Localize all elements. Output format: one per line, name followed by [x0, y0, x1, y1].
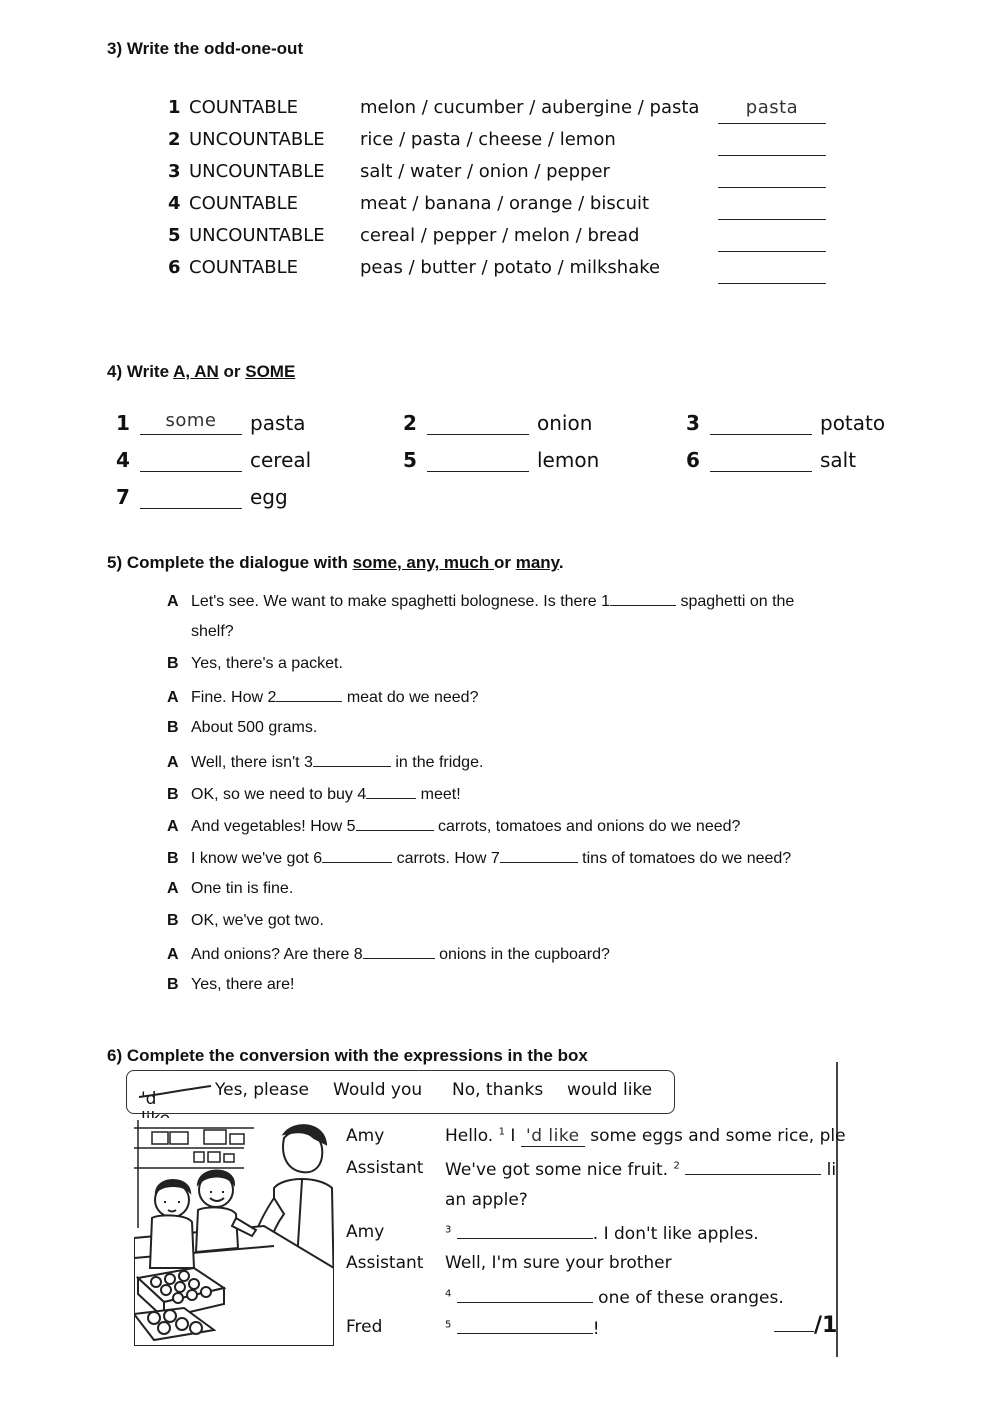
- dialogue-line: [167, 784, 461, 804]
- item-number: 7: [116, 485, 130, 509]
- item-word: cereal: [250, 448, 312, 472]
- article-answer[interactable]: [710, 410, 812, 435]
- answer-2[interactable]: [685, 1158, 821, 1175]
- line-text-end: tins of tomatoes do we need?: [577, 850, 792, 867]
- article-answer[interactable]: [427, 410, 529, 435]
- line-text: One tin is fine.: [191, 880, 294, 897]
- box-expression-4: No, thanks: [452, 1080, 544, 1100]
- line-text: Well, there isn't 3: [191, 754, 313, 771]
- score-box: [774, 1313, 837, 1338]
- box-expression-1-text: 'd: [141, 1089, 157, 1109]
- score-blank[interactable]: [774, 1315, 814, 1332]
- line1-i: I: [504, 1126, 521, 1146]
- item-number: 3: [686, 411, 700, 435]
- article-item: [686, 447, 856, 472]
- row-number: 3: [168, 161, 181, 182]
- section5-title-end: .: [558, 553, 564, 572]
- odd-one-out-answer[interactable]: [718, 193, 826, 220]
- expression-box: [126, 1070, 675, 1114]
- answer-blank[interactable]: [366, 784, 416, 799]
- article-answer[interactable]: [140, 484, 242, 509]
- line-text-end: in the fridge.: [390, 754, 484, 771]
- section3-title: 3) Write the odd-one-out: [107, 39, 304, 58]
- speaker-amy-2: Amy: [346, 1222, 385, 1242]
- dialogue-line: [167, 687, 478, 707]
- dialogue-line: [167, 976, 294, 994]
- speaker-assistant-2: Assistant: [346, 1253, 424, 1273]
- odd-one-out-answer[interactable]: [718, 225, 826, 252]
- dialogue-line: [167, 752, 483, 772]
- item-number: 5: [403, 448, 417, 472]
- section4-title-some: SOME: [245, 362, 296, 381]
- article-answer[interactable]: some: [140, 410, 242, 435]
- dialogue-line: [167, 912, 324, 930]
- strike-through-mark: [137, 1084, 213, 1100]
- odd-one-out-answer[interactable]: pasta: [718, 97, 826, 124]
- blank-1-number: 1: [498, 1126, 505, 1138]
- speaker-assistant-1: Assistant: [346, 1158, 424, 1178]
- conversation-line-1: [445, 1126, 846, 1147]
- blank-5-number: 5: [445, 1319, 452, 1331]
- score-total: /1: [814, 1313, 838, 1338]
- dialogue-line: [167, 816, 740, 836]
- line-text-end: spaghetti on the: [676, 593, 795, 610]
- conversation-line-2: [445, 1158, 836, 1180]
- answer-1[interactable]: 'd like: [521, 1126, 585, 1147]
- row-number: 5: [168, 225, 181, 246]
- box-expression-2: Yes, please: [215, 1080, 309, 1100]
- blank-3-number: 3: [445, 1224, 452, 1236]
- article-item: [686, 410, 885, 435]
- speaker-label: B: [167, 655, 179, 672]
- row-word-options: salt / water / onion / pepper: [360, 161, 610, 182]
- conversation-line-7: [445, 1317, 600, 1339]
- item-number: 4: [116, 448, 130, 472]
- speaker-label: A: [167, 593, 179, 610]
- answer-5[interactable]: [457, 1317, 593, 1334]
- item-number: 1: [116, 411, 130, 435]
- row-number: 2: [168, 129, 181, 150]
- blank-4-number: 4: [445, 1288, 452, 1300]
- section5-title-many: many: [515, 553, 559, 572]
- article-item: [116, 410, 305, 435]
- article-item: [116, 484, 288, 509]
- row-number: 1: [168, 97, 181, 118]
- row-word-options: meat / banana / orange / biscuit: [360, 193, 650, 214]
- section4-title-or: or: [218, 362, 246, 381]
- item-number: 2: [403, 411, 417, 435]
- shop-illustration: [134, 1118, 334, 1346]
- line7-suffix: !: [592, 1319, 600, 1339]
- line-text: I know we've got 6: [191, 850, 323, 867]
- row-word-options: cereal / pepper / melon / bread: [360, 225, 640, 246]
- row-category: COUNTABLE: [189, 193, 299, 214]
- answer-4[interactable]: [457, 1286, 593, 1303]
- speaker-label: B: [167, 850, 179, 867]
- dialogue-line: [167, 719, 317, 737]
- section5-title: [107, 553, 564, 573]
- section5-title-or: or: [493, 553, 516, 572]
- article-answer[interactable]: [427, 447, 529, 472]
- line6-suffix: one of these oranges.: [592, 1288, 784, 1308]
- line4-suffix: . I don't like apples.: [592, 1224, 759, 1244]
- speaker-label: A: [167, 818, 179, 835]
- answer-blank[interactable]: [500, 848, 578, 863]
- line-text: OK, so we need to buy 4: [191, 786, 367, 803]
- speaker-label: A: [167, 946, 179, 963]
- line1-suffix: some eggs and some rice, ple: [584, 1126, 846, 1146]
- answer-blank[interactable]: [322, 848, 392, 863]
- item-word: pasta: [250, 411, 306, 435]
- speaker-label: B: [167, 976, 179, 993]
- line-text-end: meat do we need?: [342, 689, 479, 706]
- answer-blank[interactable]: [363, 944, 435, 959]
- line-text: And onions? Are there 8: [191, 946, 363, 963]
- row-category: COUNTABLE: [189, 97, 299, 118]
- row-number: 6: [168, 257, 181, 278]
- blank-2-number: 2: [673, 1160, 680, 1172]
- section5-title-prefix: 5) Complete the dialogue with: [107, 553, 353, 572]
- section5-title-words: some, any, much: [352, 553, 494, 572]
- article-item: [403, 410, 592, 435]
- line2-suffix: li: [821, 1160, 837, 1180]
- conversation-line-3: an apple?: [445, 1190, 528, 1210]
- article-item: [116, 447, 311, 472]
- conversation-line-6: [445, 1286, 784, 1308]
- odd-one-out-row: [168, 161, 868, 193]
- speaker-label: B: [167, 719, 179, 736]
- row-category: UNCOUNTABLE: [189, 129, 325, 150]
- article-answer[interactable]: [140, 447, 242, 472]
- item-number: 6: [686, 448, 700, 472]
- section4-title-a-an: A, AN: [173, 362, 219, 381]
- speaker-label: A: [167, 880, 179, 897]
- line2-prefix: We've got some nice fruit.: [445, 1160, 674, 1180]
- dialogue-line: [167, 944, 610, 964]
- odd-one-out-row: [168, 257, 868, 289]
- section4-title-prefix: 4) Write: [107, 362, 174, 381]
- speaker-amy-1: Amy: [346, 1126, 385, 1146]
- line-text: OK, we've got two.: [191, 912, 324, 929]
- answer-blank[interactable]: [276, 687, 342, 702]
- item-word: egg: [250, 485, 288, 509]
- row-category: UNCOUNTABLE: [189, 225, 325, 246]
- odd-one-out-answer[interactable]: [718, 257, 826, 284]
- speaker-label: B: [167, 912, 179, 929]
- dialogue-line: [167, 623, 234, 641]
- line-text-end: carrots, tomatoes and onions do we need?: [433, 818, 741, 835]
- section4-title: [107, 362, 295, 382]
- item-word: salt: [820, 448, 857, 472]
- item-word: onion: [537, 411, 593, 435]
- line-text: About 500 grams.: [191, 719, 318, 736]
- speaker-label: B: [167, 786, 179, 803]
- line-text: Let's see. We want to make spaghetti bolognese. Is there 1: [191, 593, 611, 610]
- speaker-label: A: [167, 689, 179, 706]
- dialogue-line: [167, 591, 794, 611]
- row-number: 4: [168, 193, 181, 214]
- conversation-line-5: Well, I'm sure your brother: [445, 1253, 672, 1273]
- odd-one-out-row: [168, 129, 868, 161]
- odd-one-out-answer[interactable]: [718, 161, 826, 188]
- line-text-end: onions in the cupboard?: [434, 946, 610, 963]
- speaker-label: A: [167, 754, 179, 771]
- line-text: shelf?: [191, 623, 234, 640]
- item-word: lemon: [537, 448, 600, 472]
- row-category: COUNTABLE: [189, 257, 299, 278]
- answer-blank[interactable]: [356, 816, 434, 831]
- answer-3[interactable]: [457, 1222, 593, 1239]
- odd-one-out-answer[interactable]: [718, 129, 826, 156]
- line-text-end: meet!: [416, 786, 461, 803]
- speaker-fred: Fred: [346, 1317, 383, 1337]
- row-word-options: melon / cucumber / aubergine / pasta: [360, 97, 700, 118]
- answer-blank[interactable]: [313, 752, 391, 767]
- box-expression-5: would like: [567, 1080, 653, 1100]
- section6-title: 6) Complete the conversion with the expressions in the box: [107, 1046, 588, 1065]
- odd-one-out-row: [168, 225, 868, 257]
- article-item: [403, 447, 599, 472]
- dialogue-line: [167, 848, 791, 868]
- row-word-options: rice / pasta / cheese / lemon: [360, 129, 616, 150]
- row-category: UNCOUNTABLE: [189, 161, 325, 182]
- line-text: Yes, there's a packet.: [191, 655, 343, 672]
- line-text: Fine. How 2: [191, 689, 277, 706]
- odd-one-out-row: [168, 97, 868, 129]
- line-text: And vegetables! How 5: [191, 818, 356, 835]
- conversation-line-4: [445, 1222, 759, 1244]
- line1-prefix: Hello.: [445, 1126, 499, 1146]
- dialogue-line: [167, 880, 293, 898]
- line-text: Yes, there are!: [191, 976, 295, 993]
- item-word: potato: [820, 411, 886, 435]
- dialogue-line: [167, 655, 343, 673]
- line-text-middle: carrots. How 7: [392, 850, 500, 867]
- odd-one-out-row: [168, 193, 868, 225]
- row-word-options: peas / butter / potato / milkshake: [360, 257, 661, 278]
- answer-blank[interactable]: [610, 591, 676, 606]
- box-expression-3: Would you: [333, 1080, 423, 1100]
- article-answer[interactable]: [710, 447, 812, 472]
